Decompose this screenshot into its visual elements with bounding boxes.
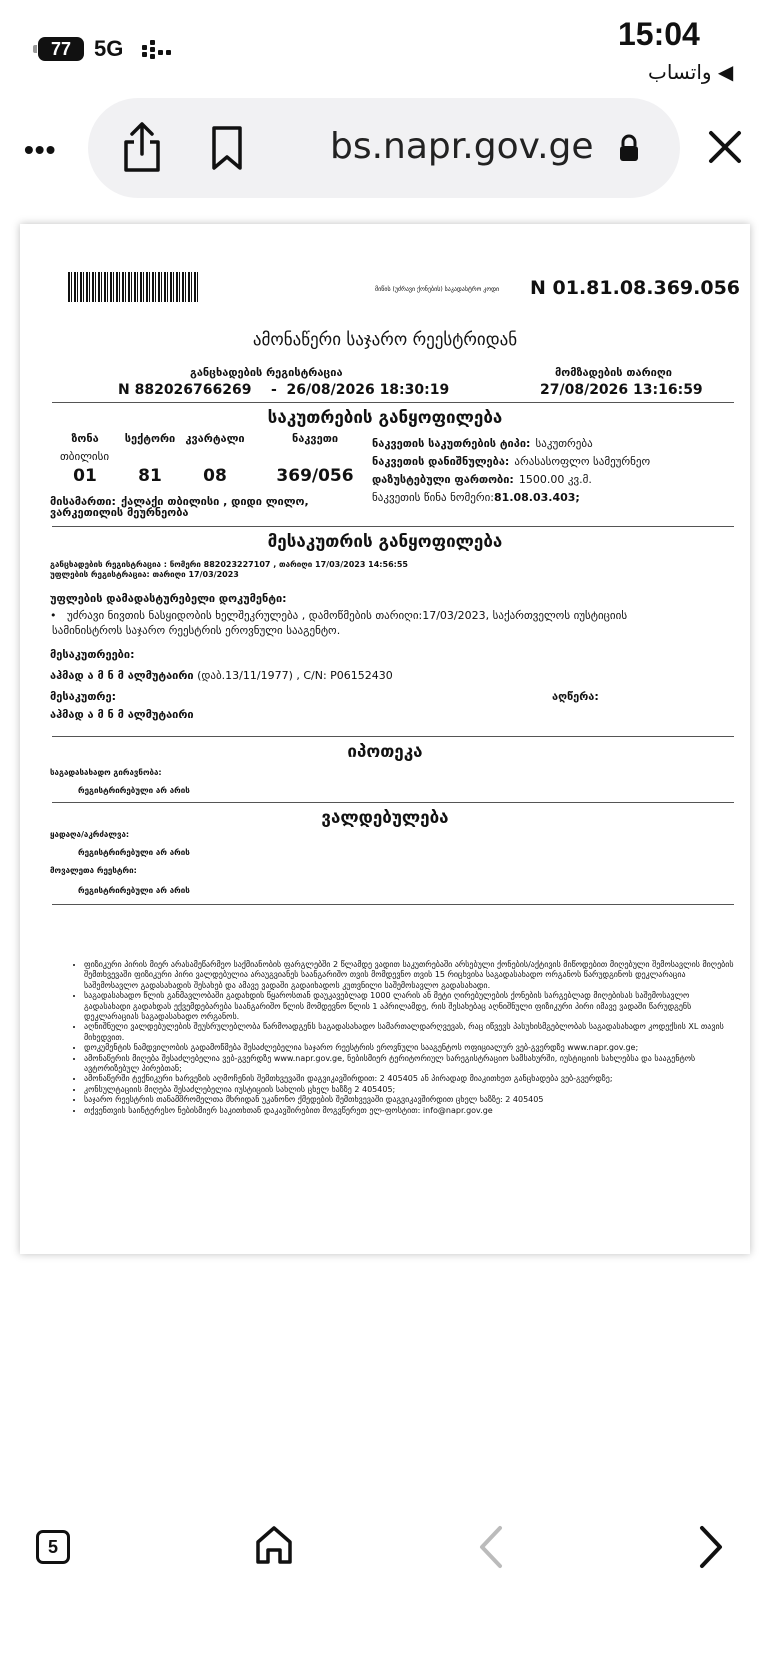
lock-icon [618, 134, 640, 162]
barcode [68, 272, 200, 302]
area-value: 1500.00 კვ.მ. [518, 473, 592, 486]
sector-header: სექტორი [124, 432, 176, 445]
debtors-status: რეგისტრირებული არ არის [78, 886, 190, 895]
rights-docs-line2: სამინისტროს საჯარო რეესტრის ეროვნული სააგენტო. [52, 624, 341, 637]
divider [52, 736, 734, 737]
owner-entry [50, 664, 393, 683]
application-reg-value: N 882026766269 - 26/08/2026 18:30:19 [118, 382, 450, 398]
divider [52, 402, 734, 403]
forward-arrow-icon[interactable] [696, 1524, 726, 1570]
seizure-status: რეგისტრირებული არ არის [78, 848, 190, 857]
tab-count: 5 [47, 1536, 58, 1557]
footnote: • ამონაწერში ტექნიკური ხარვეზის აღმოჩენის შემთხვევაში დაგვიკავშირდით: 2 405405 ან პირადად მიაკითხეთ განცხადება ვებ-გვერდზე; [84, 1074, 734, 1084]
footnote: • საგადასახადო წლის განმავლობაში გადახდის წყაროსთან დაუკავებლად 1000 ლარის ან მეტი ღირებულების ქონების სარგებლად მიღებისას საშემოსავლო გადასახადი გადახდას ექვემდებარება საანგარიშო წლის მომდევნო წლის 1 აპრილამდე, რის შესახებაც აღნიშნული ფიზიკური პირი იმავე ვადაში წარუდგენს დეკლარაციას საგადასახადო ორგანოს. [84, 991, 734, 1022]
zone-name: თბილისი [60, 450, 110, 463]
footnote: • თქვენთვის საინტერესო ნებისმიერ საკითხთან დაკავშირებით მოგვწერეთ ელ-ფოსტით: info@napr.gov.ge [84, 1106, 734, 1116]
divider [52, 526, 734, 527]
address-value: ქალაქი თბილისი , დიდი ლილო, [121, 495, 309, 508]
property-section-title: საკუთრების განყოფილება [267, 408, 503, 428]
footnote: • ამონაწერის მიღება შესაძლებელია ვებ-გვერდზე www.napr.gov.ge, ნებისმიერ ტერიტორიულ სარეგისტრაციო სამსახურში, იუსტიციის სახლებსა და სააგენტოს ავტორიზებულ პირებთან; [84, 1054, 734, 1075]
owner-details: (დაბ.13/11/1977) , C/N: P06152430 [193, 669, 393, 682]
footnote: • აღნიშნული ვალდებულების შეუსრულებლობა წარმოადგენს საგადასახადო სამართალდარღვევას, რაც იწვევს პასუხისმგებლობას საგადასახადო კოდექსის XL თავის მიხედვით. [84, 1022, 734, 1043]
url-text[interactable]: bs.napr.gov.ge [330, 126, 594, 167]
network-type: 5G [94, 36, 124, 61]
back-to-app-link[interactable]: ◀ واتساب [648, 60, 734, 84]
obligation-section-title: ვალდებულება [321, 808, 449, 828]
seizure-label: ყადაღა/აკრძალვა: [50, 830, 130, 839]
ownership-type-value: საკუთრება [535, 437, 593, 450]
footnote: • ფიზიკური პირის მიერ არასამეწარმეო საქმიანობის ფარგლებში 2 წლამდე ვადით საკუთრებაში არსებული ქონების/აქტივის მიწოდებით მიღებული შემოსავლის მიღების შემთხვევაში ფიზიკური პირი ვალდებულია არაუგვიანეს საანგარიშო თვის მომდევნო თვის 15 რიცხვისა საგადასახადო ორგანოს წარუდგინოს დეკლარაცია საშემოსავლო გადასახადის შესახებ და ამავე ვადაში გადაიხადოს კუთვნილი საშემოსავლო გადასახადი. [84, 960, 734, 991]
tax-lien-label: საგადასახადო გირავნობა: [50, 768, 162, 777]
rights-docs-line1: • უძრავი ნივთის ნასყიდობის ხელშეკრულება , დამოწმების თარიღი:17/03/2023, საქართველოს იუსტიციის [50, 609, 628, 622]
previous-number [372, 486, 580, 505]
footnote: • საჯარო რეესტრის თანამშრომელთა მხრიდან უკანონო ქმედების შემთხვევაში დაგვიკავშირდით ცხელ ხაზზე: 2 405405 [84, 1095, 734, 1105]
parcel-purpose-label: ნაკვეთის დანიშნულება: [372, 455, 510, 468]
footnote: • კონსულტაციის მიღება შესაძლებელია იუსტიციის სახლის ცხელ ხაზზე 2 405405; [84, 1085, 734, 1095]
ownership-type-label: ნაკვეთის საკუთრების ტიპი: [372, 437, 531, 450]
owner-label: მესაკუთრე: [50, 690, 116, 703]
owner-registration-line: უფლების რეგისტრაცია: თარიღი 17/03/2023 [50, 570, 239, 579]
back-arrow-icon[interactable] [476, 1524, 506, 1570]
footnotes-list [68, 960, 734, 1116]
parcel-value: 369/056 [276, 466, 354, 486]
barcode-caption: მიწის (უძრავი ქონების) საკადასტრო კოდი [375, 286, 500, 293]
owners-label: მესაკუთრეები: [50, 648, 135, 661]
owner-application-line: განცხადების რეგისტრაცია : ნომერი 882023227107 , თარიღი 17/03/2023 14:56:55 [50, 560, 408, 569]
description-label: აღწერა: [552, 690, 599, 703]
parcel-area [372, 468, 592, 487]
document-title: ამონაწერი საჯარო რეესტრიდან [252, 330, 518, 350]
mortgage-section-title: იპოთეკა [347, 742, 423, 762]
previous-no-value: 81.08.03.403; [494, 491, 580, 504]
area-label: დაზუსტებული ფართობი: [372, 473, 514, 486]
battery-indicator [38, 37, 84, 61]
rights-docs-label: უფლების დამადასტურებელი დოკუმენტი: [50, 592, 287, 605]
divider [52, 904, 734, 905]
cadastral-code: N 01.81.08.369.056 [530, 277, 741, 299]
parcel-purpose [372, 450, 650, 469]
prep-date-value: 27/08/2026 13:16:59 [540, 382, 703, 398]
previous-no-label: ნაკვეთის წინა ნომერი: [372, 491, 495, 504]
divider [52, 802, 734, 803]
parcel-purpose-value: არასასოფლო სამეურნეო [514, 455, 651, 468]
owner-name-2: აჰმად ა მ ნ მ ალმუტაირი [50, 708, 194, 721]
tabs-button[interactable] [36, 1530, 70, 1564]
home-icon[interactable] [254, 1524, 294, 1566]
bookmark-icon[interactable] [210, 124, 244, 172]
address-label: მისამართი: [50, 495, 116, 508]
close-icon[interactable] [706, 128, 744, 166]
ownership-type [372, 432, 593, 451]
document-page [20, 224, 750, 1254]
signal-icon [142, 40, 172, 60]
zone-value: 01 [73, 466, 97, 486]
quarter-value: 08 [203, 466, 227, 486]
zone-header: ზონა [71, 432, 99, 445]
sector-value: 81 [138, 466, 162, 486]
parcel-header: ნაკვეთი [291, 432, 339, 445]
more-options-button[interactable]: ••• [24, 134, 57, 165]
tax-lien-status: რეგისტრირებული არ არის [78, 786, 190, 795]
battery-level: 77 [50, 38, 72, 59]
address-line2: ვარკეთილის მეურნეობა [50, 506, 189, 519]
debtors-label: მოვალეთა რეესტრი: [50, 866, 137, 875]
clock: 15:04 [618, 16, 700, 52]
footnote: • დოკუმენტის ნამდვილობის გადამოწმება შესაძლებელია საჯარო რეესტრის ეროვნული სააგენტოს ოფიციალურ ვებ-გვერდზე www.napr.gov.ge; [84, 1043, 734, 1053]
share-icon[interactable] [120, 120, 164, 174]
quarter-header: კვარტალი [185, 432, 245, 445]
application-reg-label: განცხადების რეგისტრაცია [190, 366, 343, 379]
owner-name: აჰმად ა მ ნ მ ალმუტაირი [50, 669, 194, 682]
prep-date-label: მომზადების თარიღი [555, 366, 672, 379]
owner-section-title: მესაკუთრის განყოფილება [267, 532, 503, 552]
